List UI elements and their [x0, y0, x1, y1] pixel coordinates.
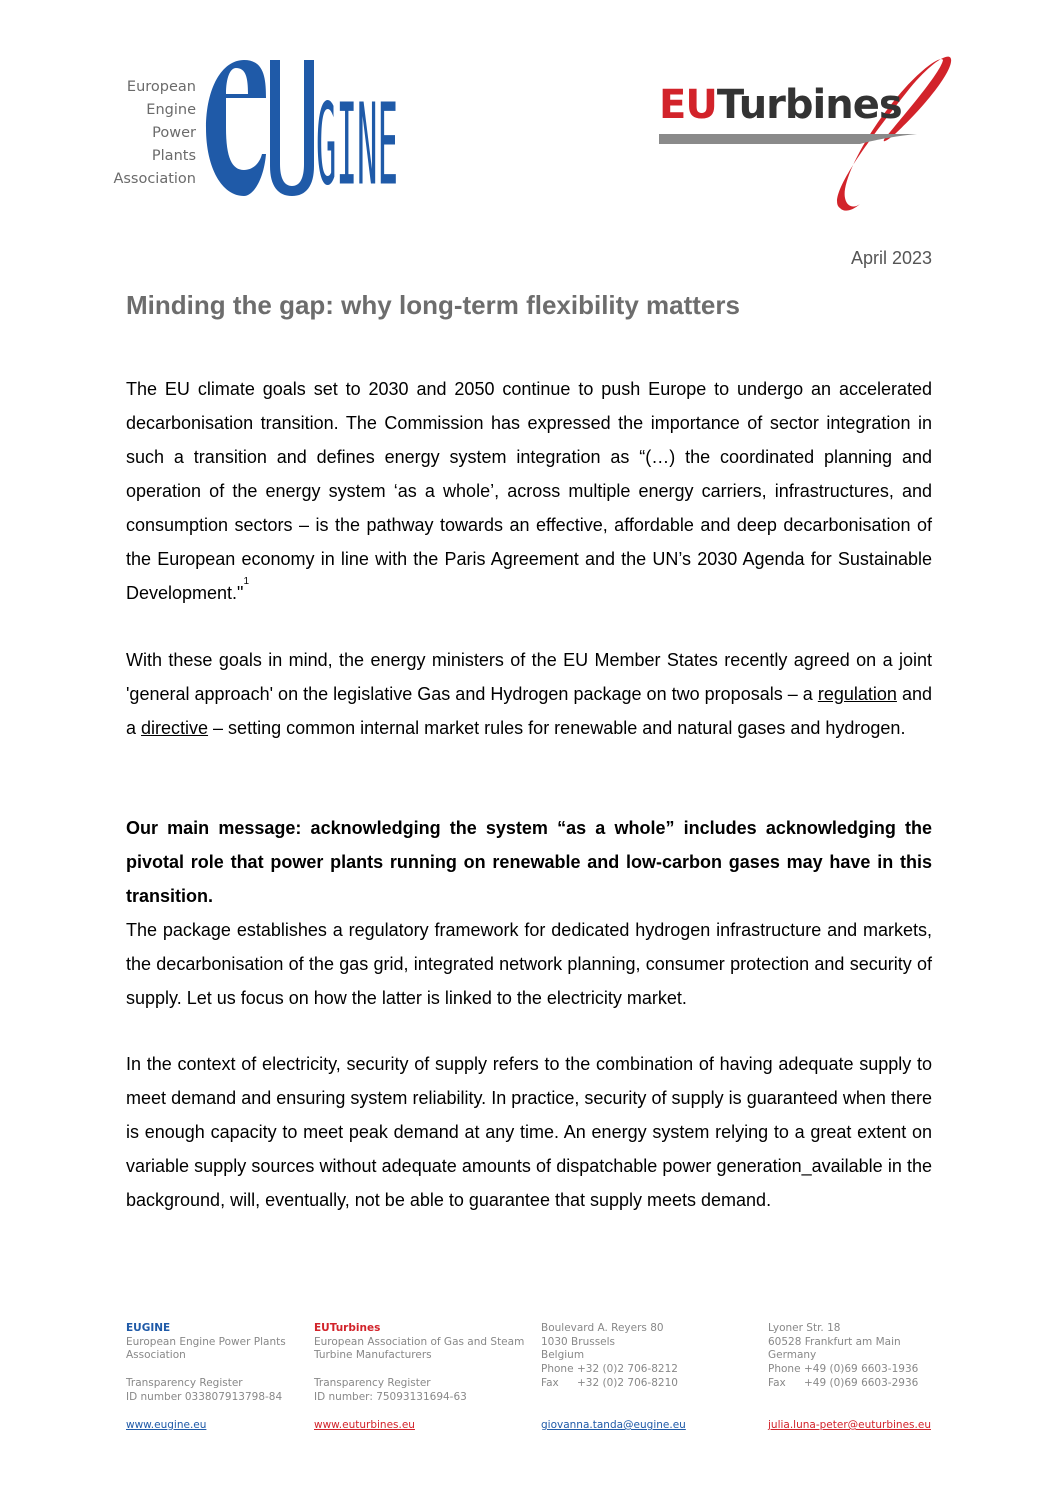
footer-heading: EUGINE	[126, 1322, 171, 1334]
main-message: Our main message: acknowledging the system “as a whole” includes acknowledging the pivotal role that power plants running on renewable and low-carbon gases may have in this transition.	[126, 818, 932, 906]
phone-number: +49 (0)69 6603-1936	[804, 1363, 919, 1376]
fax-label: Fax	[541, 1376, 559, 1389]
paragraph-1-text: The EU climate goals set to 2030 and 2050 continue to push Europe to undergo an accelerated decarbonisation transition. The Commission has expressed the importance of sector integration in such a transition and defines energy system integration as “(…) the coordinated planning and operation of the energy system ‘as a whole’, across multiple energy carriers, infrastructures, and consumption sectors – is the pathway towards an effective, affordable and deep decarbonisation of the European economy in line with the Paris Agreement and the UN’s 2030 Agenda for Sustainable Development."	[126, 379, 932, 603]
euturbines-eu: EU	[659, 82, 717, 128]
fax-label: Fax	[768, 1376, 786, 1389]
document-date: April 2023	[850, 248, 932, 268]
footer-line: Turbine Manufacturers	[314, 1349, 432, 1362]
paragraph-2-text: With these goals in mind, the energy ministers of the EU Member States recently agreed on a joint 'general approach' on the legislative Gas and Hydrogen package on two proposals – a	[126, 650, 932, 704]
document-title: Minding the gap: why long-term flexibility matters	[126, 290, 740, 320]
footer-line: ID number: 75093131694-63	[314, 1390, 467, 1403]
footer-col-eugine	[126, 1322, 286, 1404]
paragraph-5: In the context of electricity, security of supply refers to the combination of having adequate supply to meet demand and ensuring system reliability. In practice, security of supply is guaranteed when there is enough capacity to meet peak demand at any time. An energy system relying to a great extent on variable supply sources without adequate amounts of dispatchable power generation_available in the background, will, eventually, not be able to guarantee that supply meets demand.	[126, 1054, 932, 1210]
euturbines-logo	[655, 48, 955, 213]
paragraph-2-text: – setting common internal market rules for renewable and natural gases and hydrogen.	[208, 718, 906, 738]
footer-col-frankfurt	[768, 1322, 918, 1391]
footer-heading: EUTurbines	[314, 1322, 381, 1334]
regulation-link[interactable]: regulation	[817, 684, 897, 704]
paragraph-1	[126, 372, 932, 610]
footer-line: Lyoner Str. 18	[768, 1322, 841, 1334]
paragraph-4: The package establishes a regulatory framework for dedicated hydrogen infrastructure and markets, the decarbonisation of the gas grid, integrated network planning, consumer protection and security of supply. Let us focus on how the latter is linked to the electricity market.	[126, 920, 932, 1008]
euturbines-wordmark	[659, 82, 902, 128]
phone-label: Phone	[768, 1363, 801, 1376]
footer-col-euturbines	[314, 1322, 524, 1404]
footer-line: Germany	[768, 1349, 817, 1362]
phone-number: +32 (0)2 706-8212	[577, 1363, 678, 1376]
footnote-marker[interactable]: 1	[243, 576, 250, 587]
euturbines-swoosh	[655, 48, 955, 213]
footer-line: Transparency Register	[314, 1376, 431, 1389]
eugine-logo-line: Plants	[151, 148, 196, 164]
footer-col-brussels	[541, 1322, 678, 1391]
euturbines-email-link[interactable]: julia.luna-peter@euturbines.eu	[768, 1419, 931, 1431]
eugine-logo-line: Association	[113, 171, 196, 187]
footer-line: ID number 033807913798-84	[126, 1390, 283, 1403]
eugine-logo-line: Engine	[146, 102, 196, 118]
svg-text:GINE: GINE	[316, 79, 398, 198]
footer-line: Transparency Register	[126, 1376, 243, 1389]
phone-label: Phone	[541, 1363, 574, 1376]
paragraph-2	[126, 643, 932, 745]
eugine-mark	[204, 58, 400, 198]
paragraph-2-text: and a	[126, 684, 932, 738]
euturbines-website-link[interactable]: www.euturbines.eu	[314, 1419, 415, 1431]
footer-line: European Association of Gas and Steam	[314, 1335, 525, 1348]
fax-number: +49 (0)69 6603-2936	[804, 1376, 919, 1389]
eugine-email-link[interactable]: giovanna.tanda@eugine.eu	[541, 1419, 686, 1431]
footer-line: Belgium	[541, 1349, 585, 1362]
eugine-logo-text	[100, 76, 196, 191]
footer-line: European Engine Power Plants	[126, 1335, 286, 1348]
footer-line: Boulevard A. Reyers 80	[541, 1322, 664, 1334]
euturbines-rest: Turbines	[716, 82, 902, 128]
footer-line: 60528 Frankfurt am Main	[768, 1335, 901, 1348]
eugine-logo-line: Power	[152, 125, 196, 141]
footer-line: Association	[126, 1349, 186, 1362]
footer-line: 1030 Brussels	[541, 1335, 616, 1348]
directive-link[interactable]: directive	[141, 718, 209, 738]
eugine-logo-line: European	[126, 79, 196, 95]
fax-number: +32 (0)2 706-8210	[577, 1376, 678, 1389]
eugine-logo	[100, 58, 400, 198]
eugine-website-link[interactable]: www.eugine.eu	[126, 1419, 207, 1431]
